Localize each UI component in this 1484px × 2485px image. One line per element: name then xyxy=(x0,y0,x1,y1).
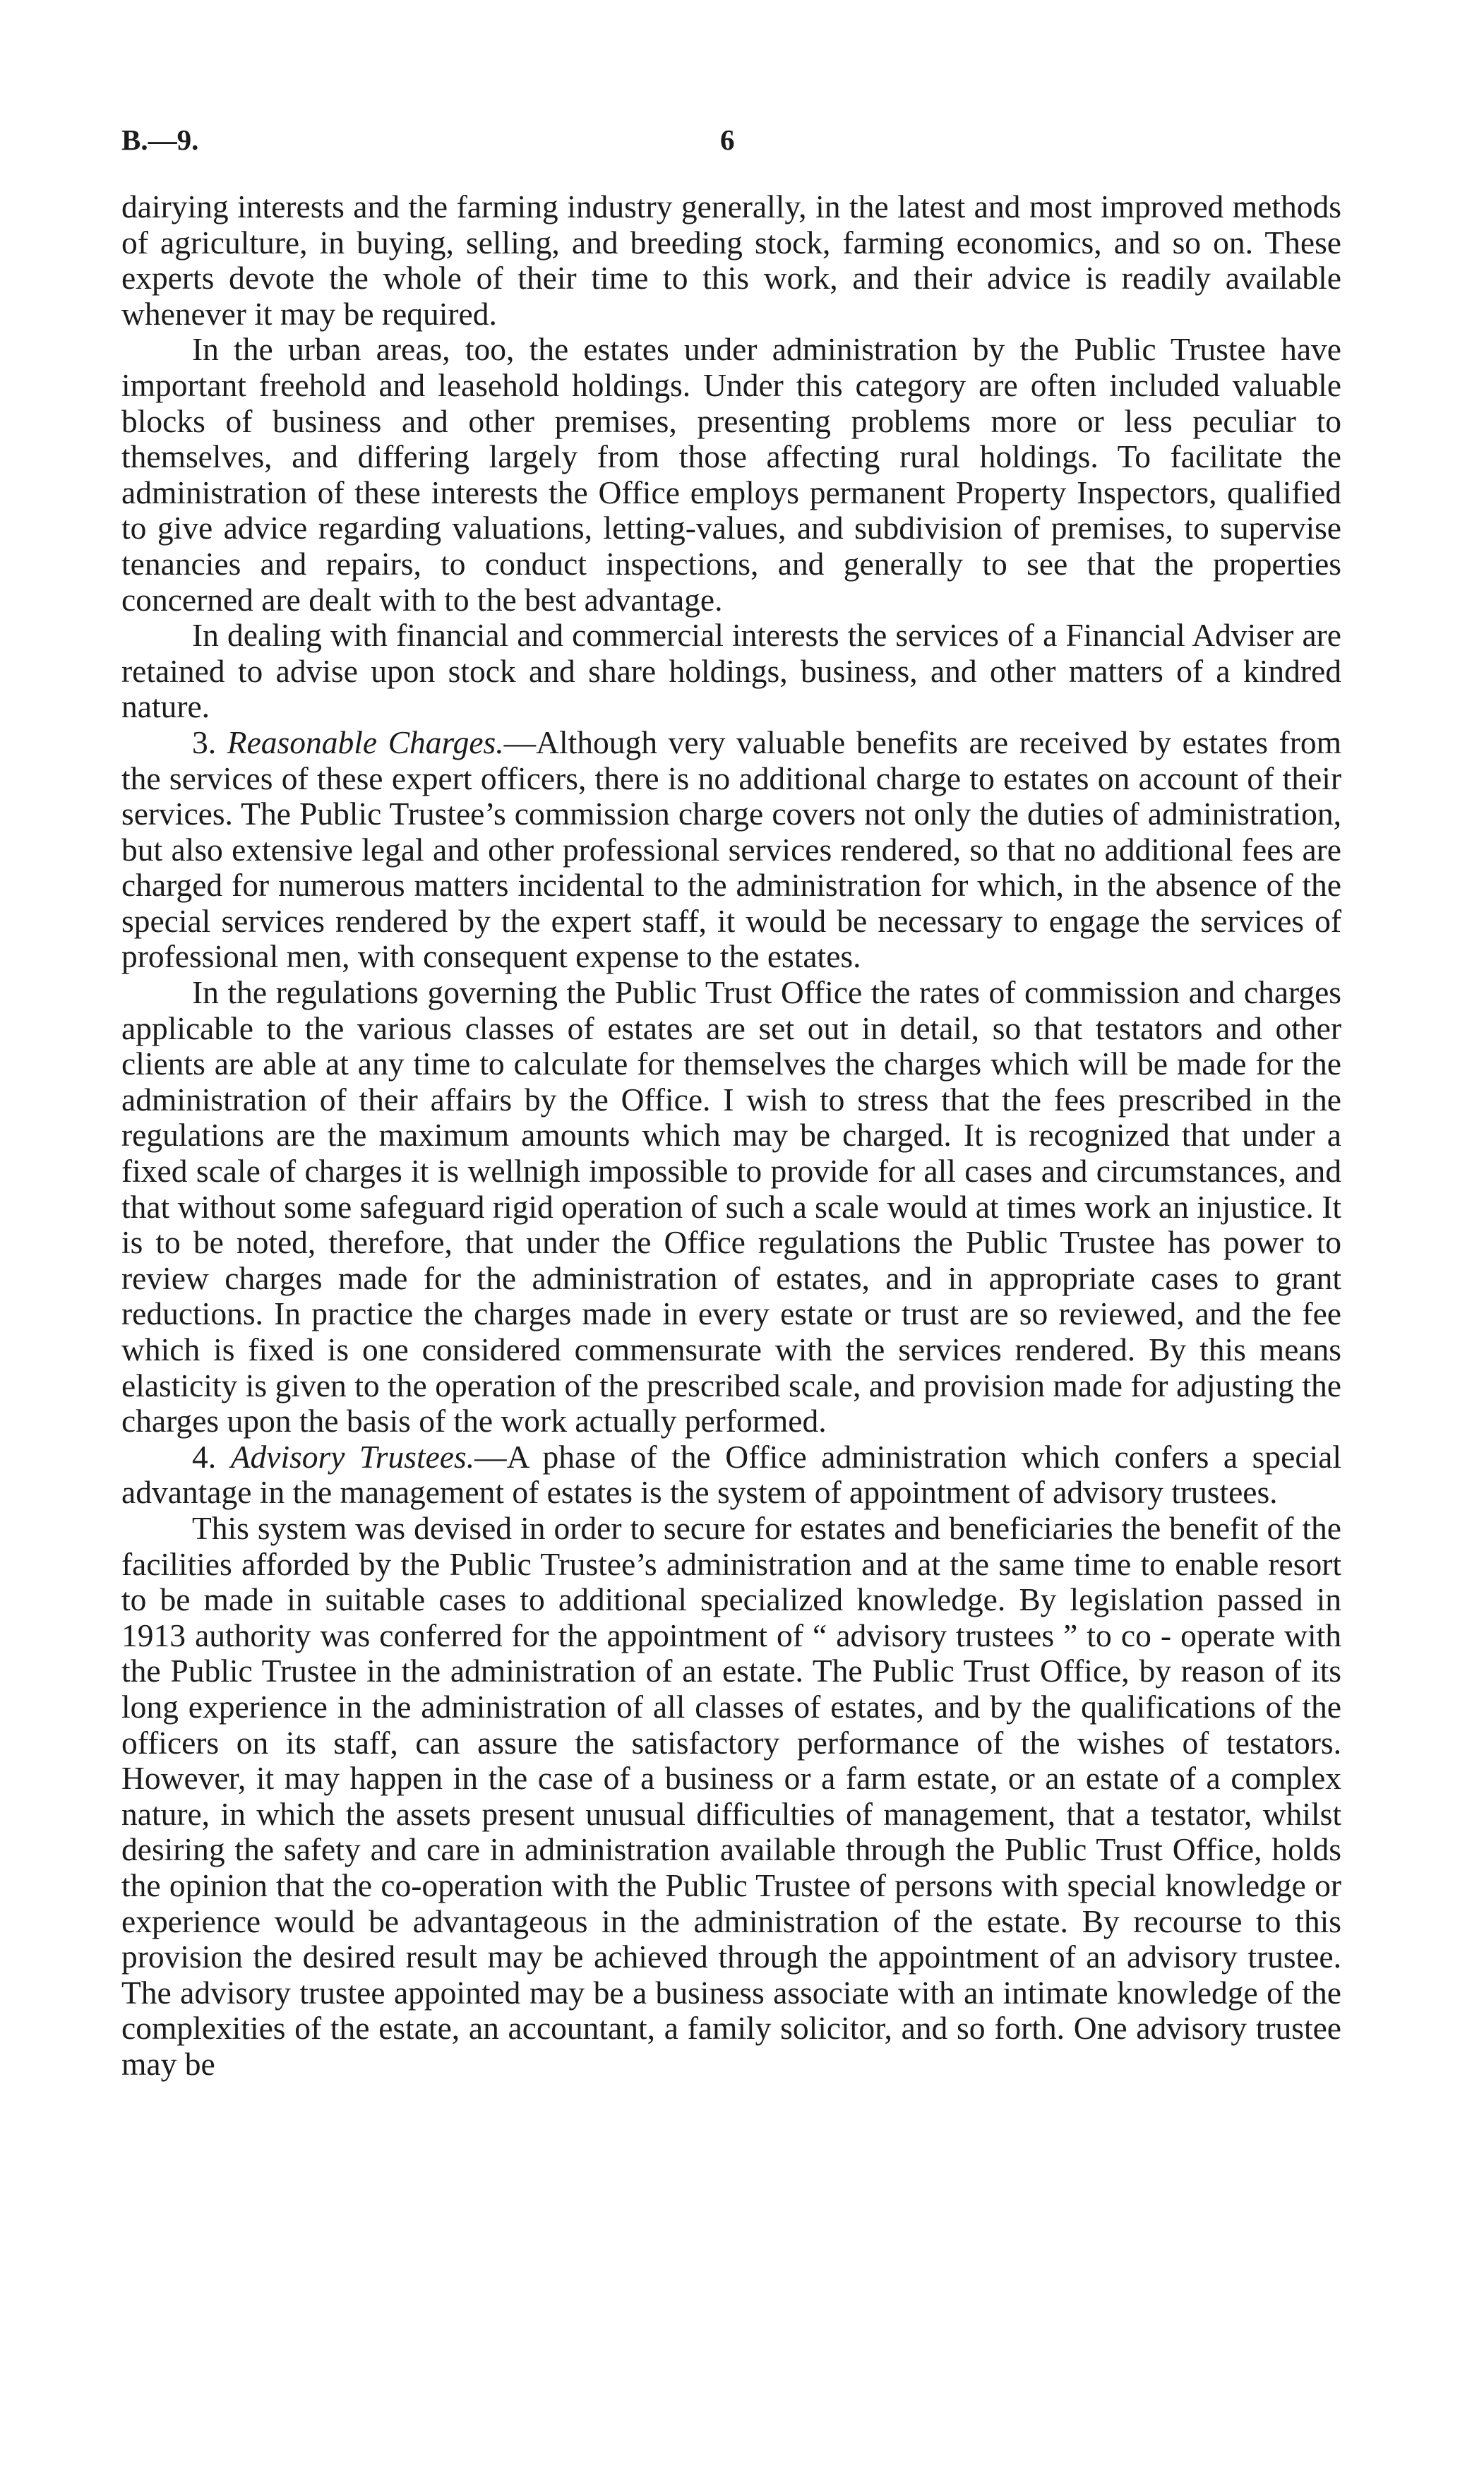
paragraph-text: dairying interests and the farming industry generally, in the latest and most improved methods of agriculture, in buying, selling, and breeding stock, farming economics, and so on. These experts devote the whole of their time to this work, and their advice is readily available whenever it may be required. xyxy=(121,188,1341,332)
section-heading: Reasonable Charges. xyxy=(227,724,504,760)
paragraph-continued xyxy=(121,189,1341,332)
section-reasonable-charges xyxy=(121,725,1341,975)
paragraph xyxy=(121,618,1341,725)
section-number: 3. xyxy=(192,724,217,760)
section-number: 4. xyxy=(192,1438,217,1475)
paragraph-text: —Although very valuable benefits are received by estates from the services of these expert officers, there is no additional charge to estates on account of their services. The Public Trustee’s commission charge covers not only the duties of administration, but also extensive legal and other professional services rendered, so that no additional fees are charged for numerous matters incidental to the administration for which, in the absence of the special services rendered by the expert staff, it would be necessary to engage the services of professional men, with consequent expense to the estates. xyxy=(121,724,1342,975)
paragraph-text: In the regulations governing the Public Trust Office the rates of commission and charges applicable to the various classes of estates are set out in detail, so that testators and other clients are able at any time to calculate for themselves the charges which will be made for the administration of their affairs by the Office. I wish to stress that the fees prescribed in the regulations are the maximum amounts which may be charged. It is recognized that under a fixed scale of charges it is wellnigh impossible to provide for all cases and circumstances, and that without some safeguard rigid operation of such a scale would at times work an injustice. It is to be noted, therefore, that under the Office regulations the Public Trustee has power to review charges made for the administration of estates, and in appropriate cases to grant reductions. In practice the charges made in every estate or trust are so reviewed, and the fee which is fixed is one considered commensurate with the services rendered. By this means elasticity is given to the operation of the prescribed scale, and provision made for adjusting the charges upon the basis of the work actually performed. xyxy=(121,974,1341,1439)
document-reference: B.—9. xyxy=(121,124,199,156)
section-advisory-trustees xyxy=(121,1439,1341,1511)
paragraph xyxy=(121,1511,1341,2083)
paragraph-text: —A phase of the Office administration which confers a special advantage in the management of estates is the system of appointment of advisory trustees. xyxy=(121,1438,1342,1511)
paragraph xyxy=(121,332,1341,618)
page-number: 6 xyxy=(720,124,735,156)
paragraph-text: In dealing with financial and commercial interests the services of a Financial Adviser are retained to advise upon stock and share holdings, business, and other matters of a kindred nature. xyxy=(121,617,1341,725)
paragraph-text: In the urban areas, too, the estates under administration by the Public Trustee have important freehold and leasehold holdings. Under this category are often included valuable blocks of business and other premises, presenting problems more or less peculiar to themselves, and differing largely from those affecting rural holdings. To facilitate the administration of these interests the Office employs permanent Property Inspectors, qualified to give advice regarding valuations, letting-values, and subdivision of premises, to supervise tenancies and repairs, to conduct inspections, and generally to see that the properties concerned are dealt with to the best advantage. xyxy=(121,331,1341,618)
body-text xyxy=(121,189,1341,2082)
section-heading: Advisory Trustees. xyxy=(230,1438,475,1475)
paragraph-text: This system was devised in order to secure for estates and beneficiaries the benefit of the facilities afforded by the Public Trustee’s administration and at the same time to enable resort to be made in suitable cases to additional specialized knowledge. By legislation passed in 1913 authority was conferred for the appointment of “ advisory trustees ” to co - operate with the Public Trustee in the administration of an estate. The Public Trust Office, by reason of its long experience in the administration of all classes of estates, and by the qualifications of the officers on its staff, can assure the satisfactory performance of the wishes of testators. However, it may happen in the case of a business or a farm estate, or an estate of a complex nature, in which the assets present unusual difficulties of management, that a testator, whilst desiring the safety and care in administration available through the Public Trust Office, holds the opinion that the co-operation with the Public Trustee of persons with special knowledge or experience would be advantageous in the administration of the estate. By recourse to this provision the desired result may be achieved through the appointment of an advisory trustee. The advisory trustee appointed may be a business associate with an intimate knowledge of the complexities of the estate, an accountant, a family solicitor, and so forth. One advisory trustee may be xyxy=(121,1509,1341,2082)
paragraph xyxy=(121,975,1341,1439)
